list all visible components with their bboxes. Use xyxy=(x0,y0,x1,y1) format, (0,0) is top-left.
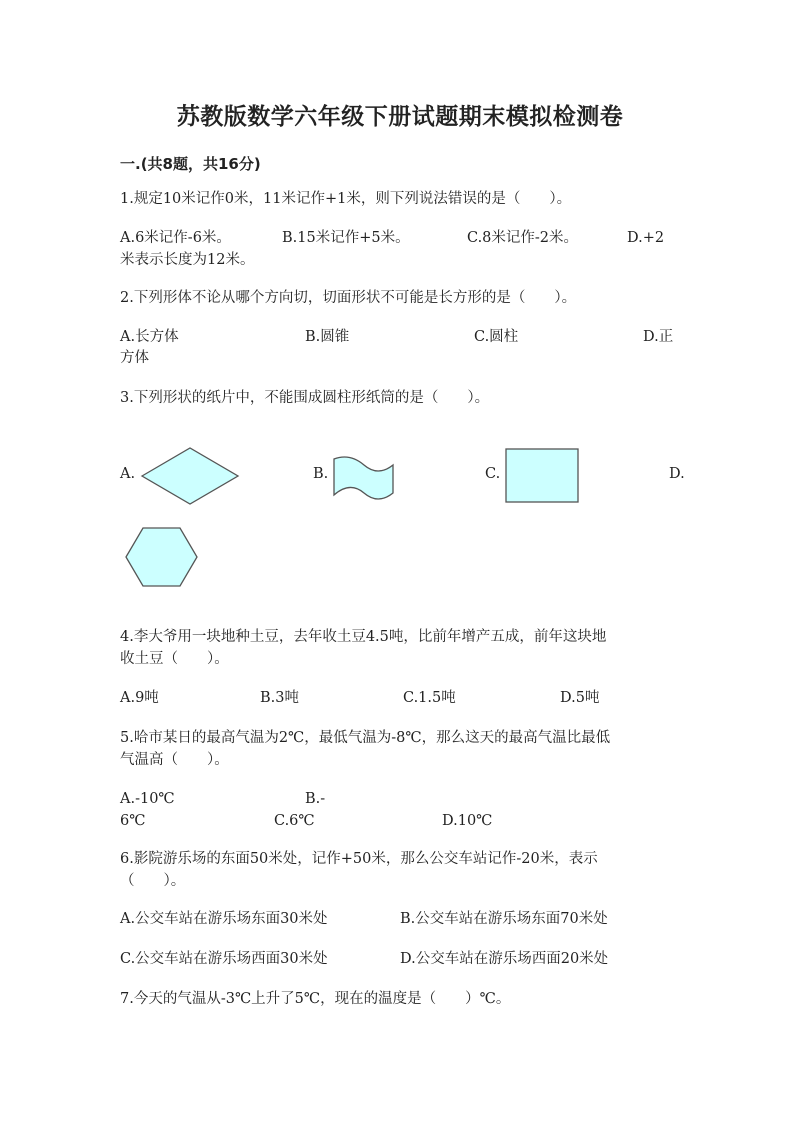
page-title: 苏教版数学六年级下册试题期末模拟检测卷 xyxy=(176,104,624,130)
q6-option-d[interactable]: D.公交车站在游乐场西面20米处 xyxy=(400,951,609,967)
q2-option-d[interactable]: D.正 xyxy=(643,329,674,345)
q1-option-a[interactable]: A.6米记作-6米。 xyxy=(120,230,231,246)
question-4-options xyxy=(120,687,680,709)
q3-option-a[interactable]: A. xyxy=(120,466,136,482)
question-5-options xyxy=(120,788,680,810)
q6-option-a[interactable]: A.公交车站在游乐场东面30米处 xyxy=(120,911,328,927)
q6-option-b[interactable]: B.公交车站在游乐场东面70米处 xyxy=(400,911,608,927)
section-heading: 一.(共8题，共16分) xyxy=(120,155,261,173)
question-3-stem: 3.下列形状的纸片中，不能围成圆柱形纸筒的是（ ）。 xyxy=(120,390,490,406)
q3-option-c[interactable]: C. xyxy=(485,466,501,482)
q4-option-b[interactable]: B.3吨 xyxy=(260,690,299,706)
q4-option-c[interactable]: C.1.5吨 xyxy=(403,690,456,706)
rhombus-polygon xyxy=(142,448,238,504)
q2-option-d-cont: 方体 xyxy=(120,350,149,366)
hexagon-shape xyxy=(124,526,200,588)
q5-option-b-cont: 6℃ xyxy=(120,813,146,829)
q5-option-b[interactable]: B.- xyxy=(305,791,326,807)
question-6-options-row1 xyxy=(120,908,680,930)
q1-option-d-cont: 米表示长度为12米。 xyxy=(120,252,255,268)
q6-option-c[interactable]: C.公交车站在游乐场西面30米处 xyxy=(120,951,328,967)
q2-option-c[interactable]: C.圆柱 xyxy=(474,329,519,345)
question-1-stem: 1.规定10米记作0米，11米记作+1米，则下列说法错误的是（ ）。 xyxy=(120,191,572,207)
question-6-stem-line2: （ ）。 xyxy=(120,873,186,889)
hexagon-polygon xyxy=(126,528,197,586)
q2-option-a[interactable]: A.长方体 xyxy=(120,329,179,345)
question-6-options-row2 xyxy=(120,948,680,970)
q5-option-d[interactable]: D.10℃ xyxy=(442,813,493,829)
q5-option-c[interactable]: C.6℃ xyxy=(274,813,315,829)
q4-option-a[interactable]: A.9吨 xyxy=(120,690,159,706)
question-7-stem: 7.今天的气温从-3℃上升了5℃，现在的温度是（ ）℃。 xyxy=(120,991,511,1007)
wavy-path xyxy=(334,457,393,499)
question-4-stem-line2: 收土豆（ ）。 xyxy=(120,651,229,667)
question-2-options xyxy=(120,326,680,348)
q4-option-d[interactable]: D.5吨 xyxy=(560,690,600,706)
q3-option-d[interactable]: D. xyxy=(669,466,685,482)
question-4-stem-line1: 4.李大爷用一块地种土豆，去年收土豆4.5吨，比前年增产五成，前年这块地 xyxy=(120,629,607,645)
question-2-stem: 2.下列形体不论从哪个方向切，切面形状不可能是长方形的是（ ）。 xyxy=(120,290,577,306)
q2-option-b[interactable]: B.圆锥 xyxy=(305,329,350,345)
q5-option-a[interactable]: A.-10℃ xyxy=(120,791,175,807)
rectangle-rect xyxy=(506,449,578,502)
question-6-stem-line1: 6.影院游乐场的东面50米处，记作+50米，那么公交车站记作-20米，表示 xyxy=(120,851,598,867)
q1-option-c[interactable]: C.8米记作-2米。 xyxy=(467,230,579,246)
question-1-options xyxy=(120,227,680,249)
rectangle-shape xyxy=(505,448,580,504)
rhombus-shape xyxy=(140,446,240,506)
question-5-stem-line1: 5.哈市某日的最高气温为2℃，最低气温为-8℃，那么这天的最高气温比最低 xyxy=(120,730,611,746)
question-1-options-cont xyxy=(120,249,680,271)
question-5-options-cont xyxy=(120,810,680,832)
question-2-options-cont xyxy=(120,347,680,369)
q1-option-d[interactable]: D.+2 xyxy=(627,230,665,246)
q3-option-b[interactable]: B. xyxy=(313,466,329,482)
question-5-stem-line2: 气温高（ ）。 xyxy=(120,752,229,768)
wavy-shape xyxy=(330,455,396,497)
q1-option-b[interactable]: B.15米记作+5米。 xyxy=(282,230,410,246)
